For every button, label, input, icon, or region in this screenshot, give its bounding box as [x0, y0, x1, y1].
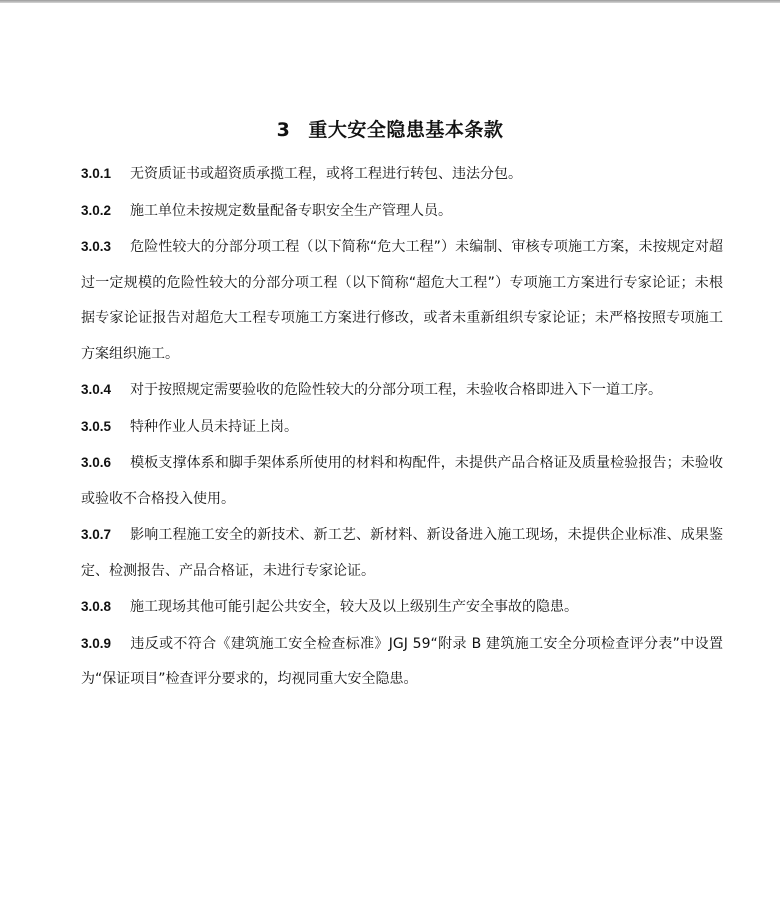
- clause-number: 3.0.8: [81, 599, 112, 614]
- clause-3-0-2: [81, 193, 723, 230]
- clause-text: 模板支撑体系和脚手架体系所使用的材料和构配件，未提供产品合格证及质量检验报告；未验收或验收不合格投入使用。: [81, 455, 723, 507]
- clause-list: [81, 156, 723, 698]
- clause-number: 3.0.6: [81, 455, 112, 470]
- clause-text: 危险性较大的分部分项工程（以下简称“危大工程”）未编制、审核专项施工方案，未按规定对超过一定规模的危险性较大的分部分项工程（以下简称“超危大工程”）专项施工方案进行专家论证；未根据专家论证报告对超危大工程专项施工方案进行修改，或者未重新组织专家论证；未严格按照专项施工方案组织施工。: [81, 239, 723, 362]
- clause-3-0-3: [81, 229, 723, 372]
- document-page: [0, 3, 780, 921]
- clause-text: 特种作业人员未持证上岗。: [130, 418, 298, 435]
- clause-3-0-6: [81, 445, 723, 517]
- clause-3-0-7: [81, 517, 723, 589]
- section-title-text: 重大安全隐患基本条款: [308, 119, 504, 141]
- clause-number: 3.0.9: [81, 635, 112, 651]
- clause-number: 3.0.1: [81, 166, 112, 181]
- clause-number: 3.0.2: [81, 202, 112, 218]
- clause-3-0-1: [81, 156, 723, 193]
- clause-text: 施工单位未按规定数量配备专职安全生产管理人员。: [130, 202, 452, 219]
- clause-text: 施工现场其他可能引起公共安全，较大及以上级别生产安全事故的隐患。: [130, 599, 578, 615]
- clause-number: 3.0.4: [81, 382, 112, 397]
- clause-number: 3.0.3: [81, 239, 112, 254]
- clause-text: 无资质证书或超资质承揽工程，或将工程进行转包、违法分包。: [130, 166, 522, 182]
- clause-3-0-9: [81, 626, 723, 698]
- clause-3-0-8: [81, 589, 723, 626]
- clause-text: 影响工程施工安全的新技术、新工艺、新材料、新设备进入施工现场，未提供企业标准、成果鉴定、检测报告、产品合格证，未进行专家论证。: [81, 527, 723, 579]
- clause-text: 对于按照规定需要验收的危险性较大的分部分项工程，未验收合格即进入下一道工序。: [130, 382, 662, 398]
- clause-3-0-5: [81, 409, 723, 446]
- clause-text: 违反或不符合《建筑施工安全检查标准》JGJ 59“附录 B 建筑施工安全分项检查评分表”中设置为“保证项目”检查评分要求的，均视同重大安全隐患。: [81, 635, 723, 687]
- section-number: 3: [276, 119, 291, 141]
- clause-number: 3.0.5: [81, 418, 112, 434]
- clause-3-0-4: [81, 372, 723, 409]
- clause-number: 3.0.7: [81, 527, 112, 542]
- section-heading: [0, 117, 780, 143]
